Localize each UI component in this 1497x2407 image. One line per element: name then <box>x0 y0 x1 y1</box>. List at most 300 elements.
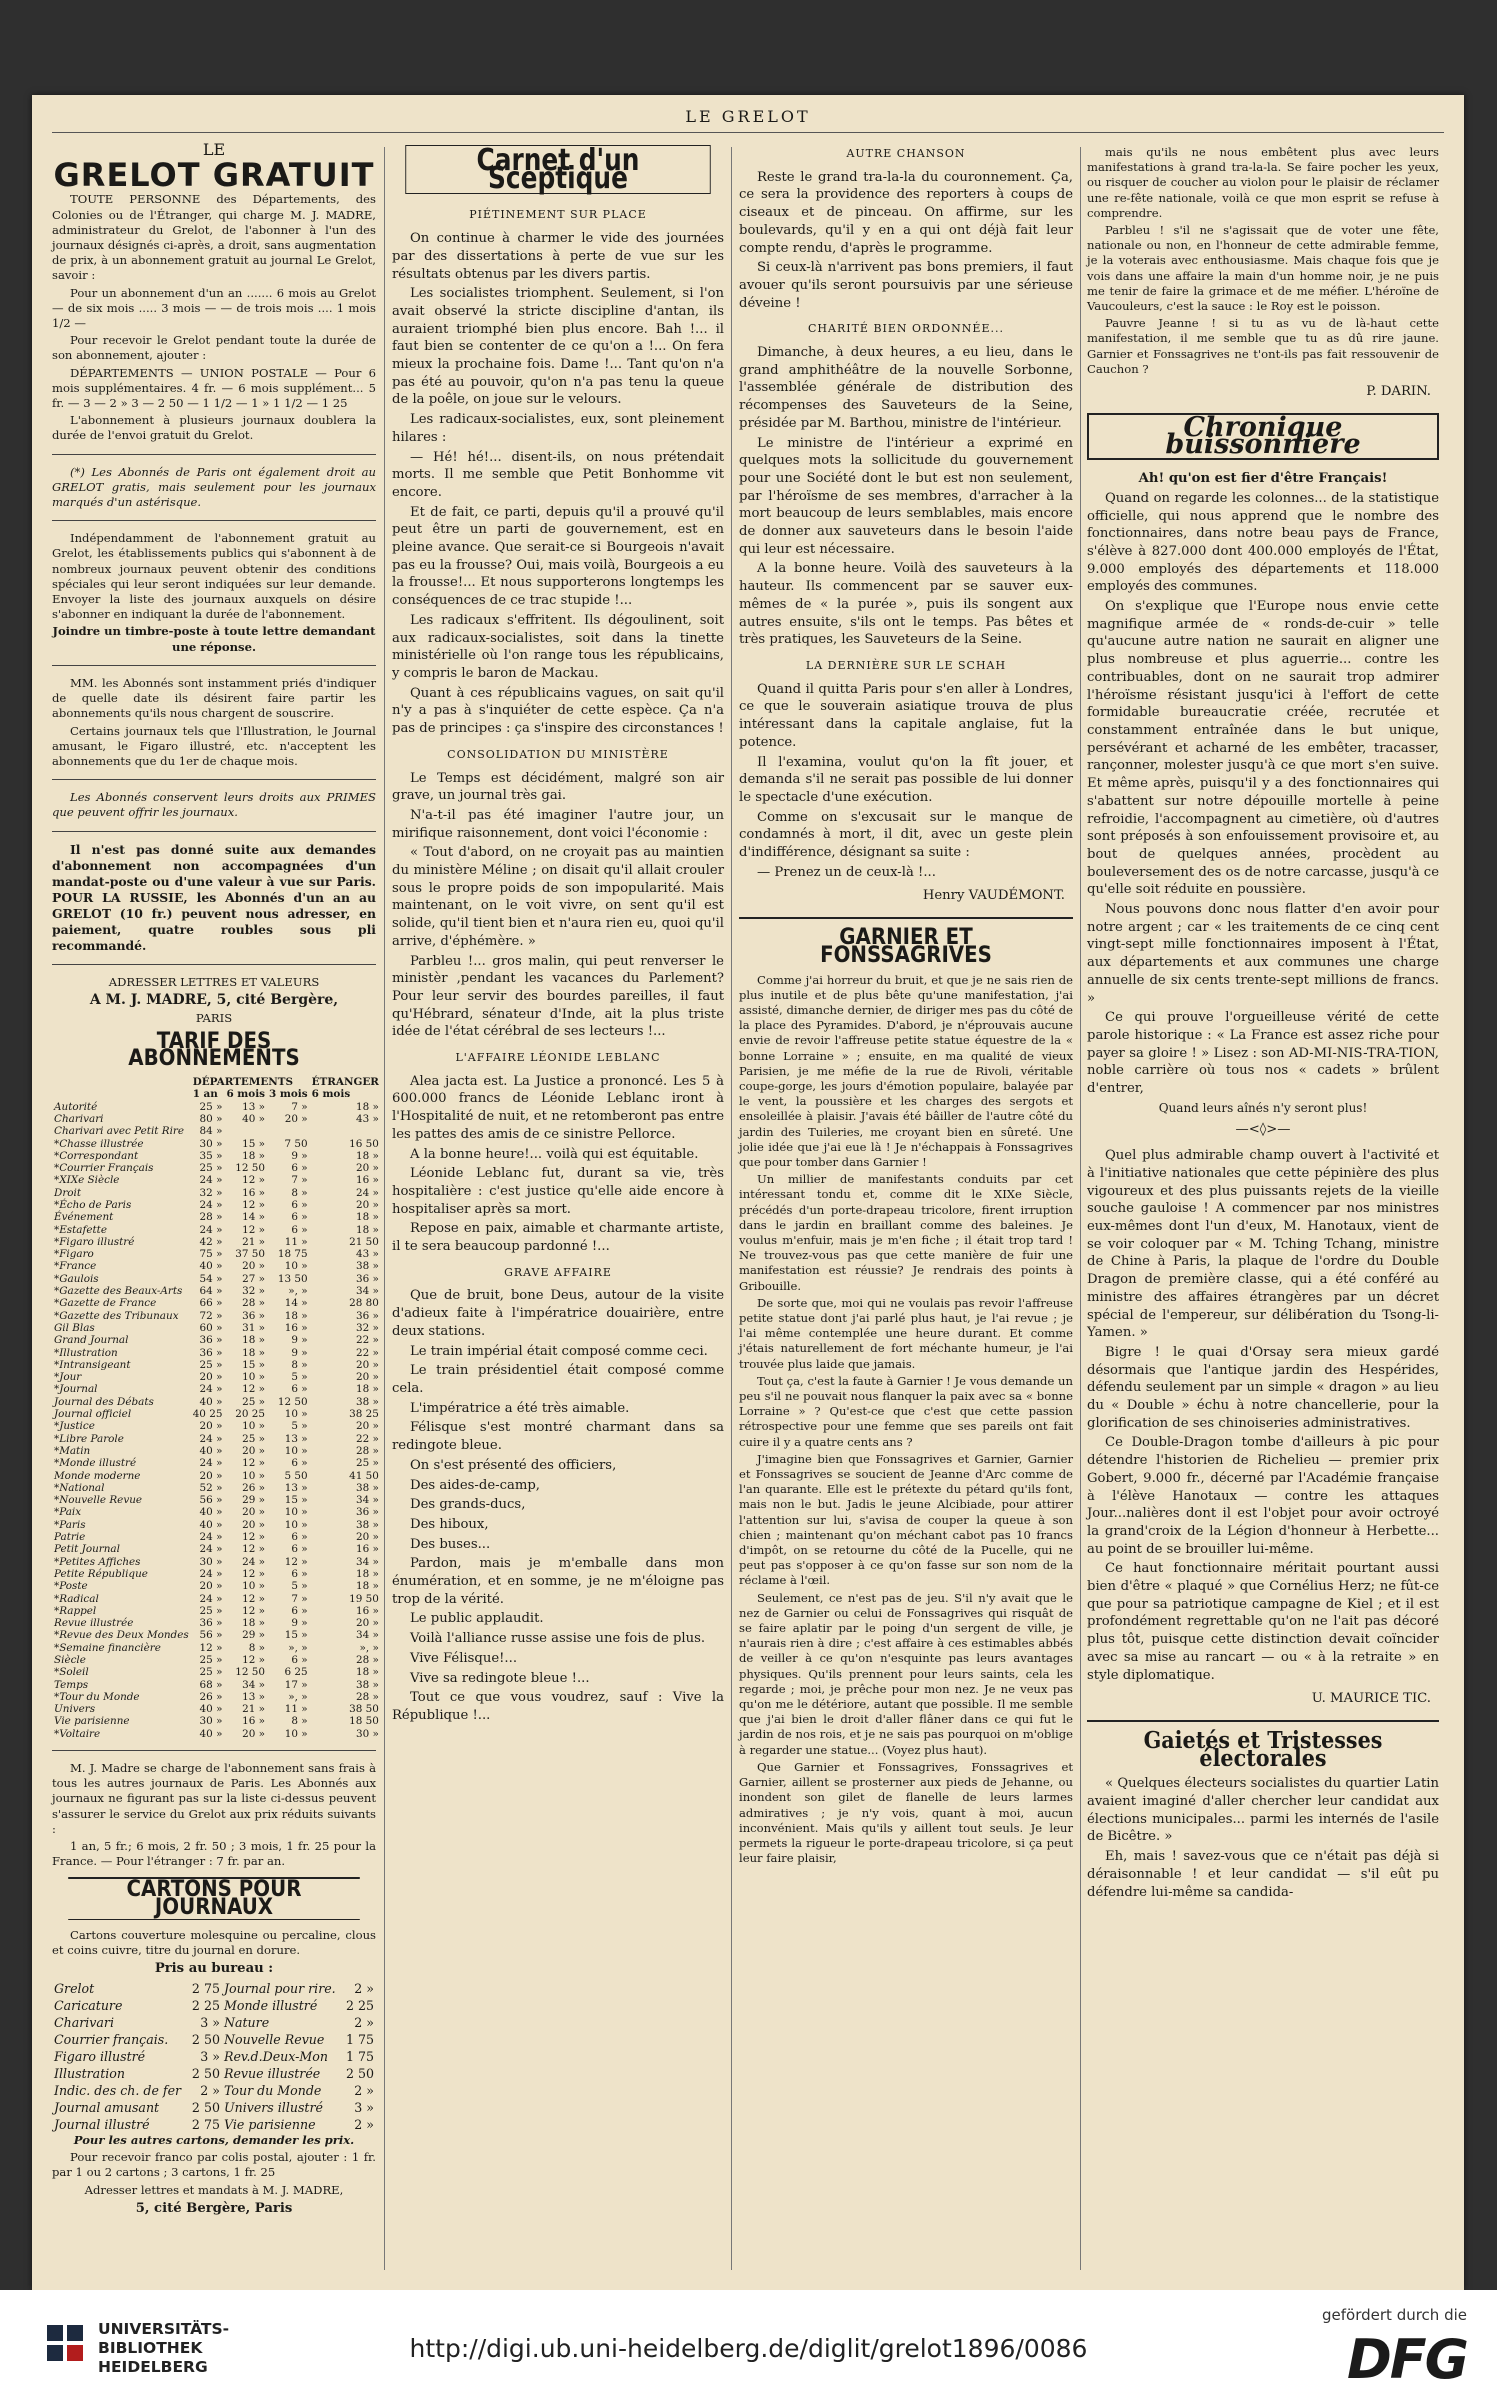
price-cell: 38 » <box>355 1260 379 1273</box>
price-cell: 84 » <box>199 1125 223 1138</box>
cartons-row <box>52 2031 376 2048</box>
price-cell: 18 75 <box>277 1248 308 1261</box>
price-cell: 6 » <box>291 1457 308 1470</box>
price-cell: 7 » <box>291 1592 308 1605</box>
carton-price-cell: 2 75 <box>191 1981 220 1996</box>
section-body <box>739 344 1073 649</box>
price-cell: 40 » <box>199 1727 223 1740</box>
price-cell: 10 » <box>284 1408 308 1421</box>
section-title: CONSOLIDATION DU MINISTÈRE <box>447 747 669 761</box>
paragraph: Quand on regarde les colonnes... de la statistique officielle, qui nous apprend que le nombre des fonctionnaires, dans notre beau pays de France, s'élève à 827.000 dont 400.000 employés de l'État, 9.000 employés des départements et 118.000 employés des communes. <box>1087 490 1439 595</box>
journal-name-cell: Autorité <box>54 1100 98 1113</box>
paragraph: Bigre ! le quai d'Orsay sera mieux gardé désormais que l'antique jardin des Hespérides, défendu seulement par un simple « dragon » au lieu du « Double » échu à notre chancellerie, pour la glorification de ses chinoiseries administratives. <box>1087 1344 1439 1431</box>
list-body <box>392 1457 724 1554</box>
primes-text: Les Abonnés conservent leurs droits aux PRIMES que peuvent offrir les journaux. <box>52 790 376 820</box>
paragraph: J'imagine bien que Fonssagrives et Garnier, Garnier et Fonssagrives se soucient de Jeanne d'Arc comme de l'an quarante. Elle est le prétexte du pétard qu'ils font, mais non le but. Jadis le jeune Alcibiade, pour attirer l'attention sur lui, s'avisa de couper la queue à son chien ; maintenant qu'on méchant cabot pas 10 francs d'impôt, on se retourne du côté de la Pucelle, qui ne peut pas s'opposer à ce qu'on fasse sur son nom de la réclame à l'œil. <box>739 1451 1073 1588</box>
tarif-row <box>52 1138 381 1150</box>
carton-name-cell: Grelot <box>54 1981 95 1996</box>
price-cell: 28 » <box>355 1690 379 1703</box>
journal-name-cell: Petit Journal <box>54 1543 120 1556</box>
cartons-row <box>52 2082 376 2099</box>
price-cell: 24 » <box>199 1457 223 1470</box>
price-cell: 64 » <box>199 1285 223 1298</box>
price-cell: », » <box>288 1285 308 1298</box>
paris-note: (*) Les Abonnés de Paris ont également droit au GRELOT gratis, mais seulement pour les journaux marqués d'un astérisque. <box>52 464 376 510</box>
price-cell: 40 » <box>242 1112 266 1125</box>
price-cell: 18 » <box>284 1309 308 1322</box>
carton-name-cell: Charivari <box>54 2015 114 2030</box>
carton-name-cell: Revue illustrée <box>223 2066 321 2081</box>
tarif-row <box>52 1199 381 1211</box>
tarif-row <box>52 1248 381 1260</box>
price-cell: 28 » <box>355 1653 379 1666</box>
divider <box>739 917 1073 919</box>
price-cell: 37 50 <box>235 1248 266 1261</box>
price-cell: 20 » <box>199 1580 223 1593</box>
journal-name-cell: *Radical <box>54 1592 99 1605</box>
tarif-row <box>52 1174 381 1186</box>
price-cell: 25 » <box>355 1457 379 1470</box>
price-cell: 21 50 <box>349 1235 379 1248</box>
price-cell: 20 » <box>242 1444 266 1457</box>
paragraph: Le Temps est décidément, malgré son air grave, un journal très gai. <box>392 770 724 804</box>
independamment-text: Indépendamment de l'abonnement gratuit au Grelot, les établissements publics qui s'abonnent à de nombreux journaux peuvent obtenir des conditions spéciales qui leur seront indiquées sur leur demande. Envoyer la liste des journaux auxquels on désire s'abonner en indiquant la durée de l'abonnement. <box>52 531 376 622</box>
price-cell: 28 » <box>199 1211 223 1224</box>
carton-price-cell: 2 50 <box>345 2066 374 2081</box>
price-cell: 5 50 <box>284 1469 308 1482</box>
column-rule <box>384 147 385 2270</box>
price-cell: 24 » <box>199 1592 223 1605</box>
price-cell: 22 » <box>355 1346 379 1359</box>
carton-name-cell: Univers illustré <box>223 2100 323 2115</box>
tarif-row <box>52 1420 381 1432</box>
price-cell: 72 » <box>199 1309 223 1322</box>
tarif-row <box>52 1310 381 1322</box>
paragraph: Que de bruit, bone Deus, autour de la visite d'adieux faite à l'impératrice douairière, entre deux stations. <box>392 1288 724 1339</box>
journal-name-cell: *Figaro <box>54 1248 94 1261</box>
price-cell: 12 50 <box>277 1395 308 1408</box>
tarif-row <box>52 1211 381 1223</box>
price-cell: 14 » <box>284 1297 308 1310</box>
price-cell: 15 » <box>284 1494 308 1507</box>
price-cell: », » <box>288 1690 308 1703</box>
carton-name-cell: Nature <box>223 2015 270 2030</box>
signature: Henry VAUDÉMONT. <box>922 888 1065 904</box>
price-cell: 14 » <box>242 1211 266 1224</box>
tarif-row <box>52 1371 381 1383</box>
price-cell: 12 » <box>242 1199 266 1211</box>
price-cell: 36 » <box>355 1506 379 1519</box>
price-cell: 12 » <box>242 1543 266 1556</box>
journal-name-cell: Gil Blas <box>54 1321 95 1334</box>
price-cell: 24 » <box>199 1432 223 1445</box>
price-cell: 18 » <box>242 1149 266 1162</box>
journal-name-cell: *National <box>54 1481 105 1494</box>
price-cell: 36 » <box>199 1346 223 1359</box>
price-cell: 24 » <box>199 1567 223 1580</box>
paragraph: Les socialistes triomphent. Seulement, si l'on avait observé la stricte discipline d'antan, ils auraient triomphé bien plus encore. Bah !... il faut bien se contenter de ce qu'on a !... On fera mieux la prochaine fois. Dame !... Tant qu'on n'a pas été au pouvoir, qu'on n'a pas tenu la queue de la poêle, on joue sur le velours. <box>392 286 724 408</box>
price-cell: 43 » <box>355 1248 379 1261</box>
tarif-row <box>52 1605 381 1617</box>
section-title: LA DERNIÈRE SUR LE SCHAH <box>805 658 1007 672</box>
price-cell: 20 » <box>199 1371 223 1384</box>
tarif-row <box>52 1703 381 1715</box>
price-cell: 32 » <box>355 1321 379 1334</box>
carton-price-cell: 2 75 <box>191 2117 220 2132</box>
paragraph: Les radicaux s'effritent. Ils dégoulinent, soit aux radicaux-socialistes, soit dans la tinette ministérielle où l'on range tous les républicains, y compris le baron de Mackau. <box>392 612 724 681</box>
price-cell: 12 » <box>242 1567 266 1580</box>
gaietes-body <box>1087 1775 1439 1901</box>
journal-name-cell: *Jour <box>54 1371 82 1384</box>
price-cell: 26 » <box>242 1481 266 1494</box>
cartons-title: CARTONS POUR JOURNAUX <box>68 1877 360 1919</box>
paragraph: Alea jacta est. La Justice a prononcé. Les 5 à 600.000 francs de Léonide Leblanc iront à l'Hospitalité de nuit, et ne retomberont pas entre les pattes des amis de ce sinistre Pellorce. <box>392 1073 724 1142</box>
chronique-body-2 <box>1087 1147 1439 1684</box>
tarif-row <box>52 1322 381 1334</box>
tarif-row <box>52 1101 381 1113</box>
paragraph: « Tout d'abord, on ne croyait pas au maintien du ministère Méline ; on disait qu'il allait crouler sous le propre poids de son impopularité. Mais maintenant, on le voit vivre, on sent qu'il est solide, qu'il tient bien et n'aura rien eu, quoi qu'il arrive, d'éphémère. » <box>392 845 724 949</box>
price-cell: 25 » <box>242 1395 266 1408</box>
price-cell: 40 25 <box>192 1408 223 1421</box>
price-cell: 11 » <box>284 1703 308 1716</box>
price-cell: 38 25 <box>349 1408 379 1421</box>
tarif-row <box>52 1334 381 1346</box>
price-cell: 6 » <box>291 1531 308 1544</box>
price-cell: 18 » <box>355 1223 379 1236</box>
cartons-table <box>52 1980 376 2133</box>
running-title: LE GRELOT <box>685 107 811 126</box>
paragraph: Des aides-de-camp, <box>410 1477 540 1493</box>
price-cell: 29 » <box>242 1494 266 1507</box>
franco-text: Pour recevoir franco par colis postal, ajouter : 1 fr. par 1 ou 2 cartons ; 3 cartons, 1 fr. 25 <box>52 2150 376 2180</box>
carton-price-cell: 2 » <box>200 2083 220 2098</box>
price-cell: 12 » <box>242 1383 266 1396</box>
price-cell: 38 » <box>355 1395 379 1408</box>
carnet-title: Carnet d'un Sceptique <box>405 145 710 194</box>
paragraph: Le train impérial était composé comme ceci. <box>410 1343 708 1359</box>
tarif-row <box>52 1224 381 1236</box>
price-cell: 12 » <box>284 1555 308 1568</box>
paragraph: Pardon, mais je m'emballe dans mon énumération, et en somme, je ne m'éloigne pas trop de la vérité. <box>392 1556 724 1607</box>
price-cell: 36 » <box>355 1309 379 1322</box>
price-cell: 10 » <box>284 1506 308 1519</box>
price-cell: 60 » <box>199 1321 223 1334</box>
price-cell: 8 » <box>291 1186 308 1199</box>
library-name-line: BIBLIOTHEK <box>98 2339 203 2357</box>
autres-cartons: Pour les autres cartons, demander les prix. <box>73 2133 355 2147</box>
paragraph: Quel plus admirable champ ouvert à l'activité et à l'initiative nationales que cette pépinière des plus vigoureux et des plus puissants rejets de la vieille souche gauloise ! A commencer par nos ministres eux-mêmes dont l'un d'eux, M. Hanotaux, vient de se voir coloquer par « M. Tching Tchang, ministre de Chine à Paris, la plaque de l'ordre du Double Dragon de première classe, qui a été conféré au ministre des affaires étrangères par un décret spécial de l'empereur, sur délibération du Tsong-li-Yamen. » <box>1087 1148 1439 1341</box>
price-cell: 24 » <box>199 1531 223 1544</box>
price-cell: 34 » <box>355 1285 379 1298</box>
tarif-row <box>52 1715 381 1727</box>
journal-name-cell: *Justice <box>54 1420 95 1433</box>
tarif-row <box>52 1580 381 1592</box>
price-cell: 25 » <box>199 1100 223 1113</box>
price-cell: 10 » <box>284 1444 308 1457</box>
journal-name-cell: Petite République <box>54 1567 148 1580</box>
cartons-row <box>52 2014 376 2031</box>
price-cell: 68 » <box>199 1678 223 1691</box>
price-cell: 9 » <box>291 1334 308 1347</box>
price-cell: 40 » <box>199 1395 223 1408</box>
price-cell: 6 25 <box>284 1666 308 1679</box>
price-cell: 5 » <box>291 1420 308 1433</box>
tarif-row <box>52 1506 381 1518</box>
paragraph: Ce qui prouve l'orgueilleuse vérité de cette parole historique : « La France est assez riche pour payer sa gloire ! » Lisez : son AD-MI-NIS-TRA-TION, noble carrière où tous nos « cadets » brûlent d'entrer, <box>1087 1010 1439 1097</box>
paragraph: De sorte que, moi qui ne voulais pas revoir l'affreuse petite statue dont j'ai parlé plus haut, je l'ai revue ; je l'ai même contemplée une heure durant. Et comme j'étais naturellement de fort méchante humeur, je l'ai trouvée plus laide que jamais. <box>739 1295 1073 1371</box>
journal-name-cell: *Rappel <box>54 1604 97 1617</box>
tarif-row <box>52 1593 381 1605</box>
price-cell: 36 » <box>242 1309 266 1322</box>
price-cell: 38 » <box>355 1481 379 1494</box>
carton-price-cell: 3 » <box>354 2100 374 2115</box>
price-cell: 18 » <box>242 1617 266 1630</box>
price-cell: 9 » <box>291 1617 308 1630</box>
tarif-row <box>52 1285 381 1297</box>
price-cell: 12 » <box>242 1592 266 1605</box>
price-cell: 8 » <box>291 1715 308 1728</box>
price-cell: 34 » <box>355 1494 379 1507</box>
price-cell: 7 » <box>291 1100 308 1113</box>
price-cell: 30 » <box>355 1727 379 1740</box>
paragraph: Ce haut fonctionnaire méritait pourtant aussi bien d'être « plaqué » que Cornélius Herz; ne fût-ce que pour sa patriotique campagne de Kiel ; et il est profondément regrettable qu'on ne l'ait pas décoré plus tôt, puisque cette distinction devait coïncider avec sa mise au rancart — ou « à la retraite » en style diplomatique. <box>1087 1561 1439 1683</box>
paragraph: Comme on s'excusait sur le manque de condamnés à mort, il dit, avec un geste plein d'indifférence, désignant sa suite : <box>739 809 1073 861</box>
tarif-row <box>52 1383 381 1395</box>
tarif-row <box>52 1187 381 1199</box>
price-cell: 18 » <box>355 1580 379 1593</box>
price-cell: 25 » <box>199 1666 223 1679</box>
price-cell: 16 50 <box>349 1137 379 1150</box>
journal-name-cell: *Intransigeant <box>54 1358 131 1371</box>
journal-name-cell: *Gazette de France <box>54 1297 157 1310</box>
price-cell: 80 » <box>199 1112 223 1125</box>
price-cell: 42 » <box>199 1235 223 1248</box>
price-cell: 28 » <box>242 1297 266 1310</box>
cartons-row <box>52 2065 376 2082</box>
price-cell: 13 » <box>284 1481 308 1494</box>
paragraph: Tout ça, c'est la faute à Garnier ! Je vous demande un peu s'il ne pouvait nous flanquer la paix avec sa « bonne Lorraine » ? Qu'est-ce que c'est que cette passion rétrospective pour une femme que ses pareils ont fait cuire il y a quatre cents ans ? <box>739 1373 1073 1449</box>
section-body <box>739 169 1073 313</box>
tarif-row <box>52 1347 381 1359</box>
carton-price-cell: 3 » <box>200 2049 220 2064</box>
price-cell <box>267 1125 310 1137</box>
price-cell: 29 » <box>242 1629 266 1642</box>
journal-name-cell: *Paris <box>54 1518 86 1531</box>
dept-union-text: DÉPARTEMENTS — UNION POSTALE — Pour 6 mois supplémentaires. 4 fr. — 6 mois supplément... 5 fr. — 3 — 2 » 3 — 2 50 — 1 1/2 — 1 » 1 1/2 — 1 25 <box>52 365 376 411</box>
journal-name-cell: *Revue des Deux Mondes <box>54 1629 189 1642</box>
paragraph: Un millier de manifestants conduits par cet intéressant tondu et, comme dit le XIXe Siècle, précédés d'un porte-drapeau tricolore, firent irruption dans le jardin en braillant comme des baleines. Je voulus m'enfuir, mais je m'en fiche ; il était trop tard ! Ne trouvez-vous pas que cette manière de fuir une manifestation est réussie? Je rendrais des points à Gribouille. <box>739 1172 1073 1293</box>
price-cell: 20 » <box>284 1112 308 1125</box>
paragraph: Il l'examina, voulut qu'on la fît jouer, et demanda s'il ne serait pas possible de lui donner le spectacle d'une exécution. <box>739 754 1073 805</box>
carton-name-cell: Vie parisienne <box>223 2117 316 2132</box>
price-cell: 38 » <box>355 1518 379 1531</box>
column-grelot-gratuit <box>52 140 379 2275</box>
tarif-row <box>52 1642 381 1654</box>
journal-name-cell: *Illustration <box>54 1346 118 1359</box>
price-cell: 12 50 <box>235 1162 266 1175</box>
paragraph: Le public applaudit. <box>410 1611 544 1627</box>
price-cell: 24 » <box>199 1543 223 1556</box>
journal-name-cell: *Correspondant <box>54 1149 139 1162</box>
certains-text: Certains journaux tels que l'Illustration, le Journal amusant, le Figaro illustré, etc. n'acceptent les abonnements que du 1er de chaque mois. <box>52 723 376 768</box>
adresser-label: ADRESSER LETTRES ET VALEURS <box>108 974 320 989</box>
cartons-row <box>52 2048 376 2065</box>
paragraph: Repose en paix, aimable et charmante artiste, il te sera beaucoup pardonné !... <box>392 1221 724 1255</box>
le-label: LE <box>202 140 226 159</box>
paragraph: Que Garnier et Fonssagrives, Fonssagrives et Garnier, aillent se prosterner aux pieds de Jehanne, ou inondent son gilet de flanelle de leurs larmes admiratives ; je n'y vois, quant à moi, aucun inconvénient. Mais qu'ils y aillent tout seuls. Je leur permets la rigueur le porte-drapeau tricolore, si ça peut leur faire plaisir, <box>739 1759 1073 1866</box>
journal-name-cell: *XIXe Siècle <box>54 1174 120 1187</box>
tarif-row <box>52 1125 381 1137</box>
tarif-row <box>52 1482 381 1494</box>
tarif-row <box>52 1666 381 1678</box>
price-cell: 18 » <box>355 1666 379 1679</box>
price-cell: 40 » <box>199 1703 223 1716</box>
journal-name-cell: *Tour du Monde <box>54 1690 140 1703</box>
journal-name-cell: Journal des Débats <box>54 1395 154 1408</box>
price-cell: 38 50 <box>349 1703 379 1716</box>
section-body <box>392 1287 724 1454</box>
carton-price-cell: 1 75 <box>345 2049 374 2064</box>
paragraph: Félisque s'est montré charmant dans sa redingote bleue. <box>392 1420 724 1454</box>
carton-name-cell: Nouvelle Revue <box>223 2032 325 2047</box>
paragraph: Ce Double-Dragon tombe d'ailleurs à pic pour détendre l'historien de Richelieu — premier prix Gobert, 9.000 fr., décerné par l'Académie française à l'élève Hanotaux — contre les attaques Jour...nalières dont il est l'objet pour avoir octroyé la grand'croix de la Légion d'honneur à Herbette... au point de se brouiller lui-même. <box>1087 1435 1439 1557</box>
tarif-row <box>52 1629 381 1641</box>
price-cell: 12 » <box>242 1457 266 1470</box>
prix-reduits: 1 an, 5 fr.; 6 mois, 2 fr. 50 ; 3 mois, 1 fr. 25 pour la France. — Pour l'étranger : 7 fr. par an. <box>52 1839 376 1869</box>
tarif-head-row <box>52 1076 381 1088</box>
journal-name-cell: Patrie <box>54 1531 86 1544</box>
dfg-logo: DFG <box>1346 2328 1467 2391</box>
price-cell: 22 » <box>355 1432 379 1445</box>
tarif-row <box>52 1556 381 1568</box>
price-cell: 12 » <box>242 1604 266 1617</box>
signature: P. DARIN. <box>1366 384 1431 400</box>
tarif-row <box>52 1691 381 1703</box>
column-chronique <box>1087 145 1439 2275</box>
price-cell: 30 » <box>199 1715 223 1728</box>
journal-name-cell: Monde moderne <box>54 1469 141 1482</box>
carton-name-cell: Illustration <box>54 2066 125 2081</box>
carton-price-cell: 2 » <box>354 2083 374 2098</box>
journal-name-cell: Revue illustrée <box>54 1617 134 1630</box>
timbre-text: Joindre un timbre-poste à toute lettre demandant une réponse. <box>52 624 376 654</box>
price-cell: 24 » <box>355 1186 379 1199</box>
tarif-row <box>52 1433 381 1445</box>
source-url[interactable]: http://digi.ub.uni-heidelberg.de/diglit/grelot1896/0086 <box>409 2334 1088 2363</box>
gaietes-title: Gaietés et Tristesses électorales <box>1143 1726 1383 1772</box>
price-cell: 25 » <box>199 1358 223 1371</box>
journal-name-cell: Univers <box>54 1703 96 1716</box>
divider <box>52 454 376 455</box>
durations-text: Pour un abonnement d'un an ....... 6 mois au Grelot — de six mois ..... 3 mois — — de trois mois .... 1 mois 1/2 — <box>52 285 376 331</box>
journal-name-cell: *Estafette <box>54 1223 107 1236</box>
journal-name-cell: *France <box>54 1260 97 1273</box>
tarif-sub-cell <box>52 1088 191 1100</box>
journal-name-cell: *Petites Affiches <box>54 1555 141 1568</box>
paragraph: Voilà l'alliance russe assise une fois de plus. <box>410 1631 706 1647</box>
chronique-subtitle: Ah! qu'on est fier d'être Français! <box>1138 471 1388 487</box>
price-cell <box>310 1125 381 1137</box>
carton-price-cell: 2 » <box>354 1981 374 1996</box>
price-cell: 36 » <box>199 1617 223 1630</box>
journal-name-cell: *Gazette des Beaux-Arts <box>54 1285 183 1298</box>
price-cell: 40 » <box>199 1260 223 1273</box>
tarif-row <box>52 1150 381 1162</box>
cartons-desc: Cartons couverture molesquine ou percaline, clous et coins cuivre, titre du journal en dorure. <box>52 1927 376 1958</box>
carton-name-cell: Journal illustré <box>54 2117 150 2132</box>
garnier-body <box>739 973 1073 1867</box>
paragraph: Reste le grand tra-la-la du couronnement. Ça, ce sera la providence des reporters à coups de ciseaux et de pinceau. On affirme, sur les boulevards, qu'il y en a qui ont déjà fait leur compte rendu, d'après le programme. <box>739 169 1073 256</box>
price-cell: 30 » <box>199 1137 223 1150</box>
tarif-row <box>52 1297 381 1309</box>
section-title: GRAVE AFFAIRE <box>504 1265 612 1279</box>
price-cell: 8 » <box>291 1358 308 1371</box>
adresser2-text: Adresser lettres et mandats à M. J. MADRE, <box>84 2182 344 2197</box>
tarif-row <box>52 1679 381 1691</box>
journal-name-cell: Événement <box>54 1211 114 1224</box>
price-cell: 16 » <box>355 1604 379 1617</box>
price-cell: 10 » <box>242 1420 266 1433</box>
price-cell: 18 » <box>355 1567 379 1580</box>
price-cell: 16 » <box>355 1543 379 1556</box>
price-cell: 6 » <box>291 1223 308 1236</box>
price-cell: 15 » <box>242 1137 266 1150</box>
price-cell: 10 » <box>284 1518 308 1531</box>
paragraph: L'impératrice a été très aimable. <box>410 1400 630 1416</box>
paragraph: Des buses... <box>410 1536 491 1552</box>
price-cell: 10 » <box>242 1580 266 1593</box>
journal-name-cell: *Paix <box>54 1506 82 1519</box>
tarif-sub-cell: 3 mois <box>269 1088 308 1101</box>
section-body <box>392 1073 724 1256</box>
tarif-row <box>52 1470 381 1482</box>
price-cell: 15 » <box>284 1629 308 1642</box>
paragraph: Comme j'ai horreur du bruit, et que je ne sais rien de plus inutile et de plus bête qu'une manifestation, j'ai assisté, dimanche dernier, de diriger mes pas du côté de la place des Pyramides. D'abord, je n'éprouvais aucune envie de revoir l'affreuse petite statue équestre de la « bonne Lorraine » ; ensuite, en ma qualité de vieux Parisien, je me méfie de la rue de Rivoli, véritable coupe-gorge, les jours d'émotion populaire, balayée par le vent, la poussière et les charges des sergots et ensoleillée à plaisir. J'avais été bâiller de l'autre côté du jardin des Tuileries, me croyant bien en sûreté. Une jolie idée que j'ai eue là ! Je n'échappais à Fonssagrives que pour tomber dans Garnier ! <box>739 972 1073 1169</box>
price-cell: 21 » <box>242 1703 266 1716</box>
price-cell: 7 » <box>291 1174 308 1187</box>
price-cell: 10 » <box>284 1260 308 1273</box>
price-cell: 20 » <box>355 1371 379 1384</box>
paragraph: Léonide Leblanc fut, durant sa vie, très hospitalière : c'est justice qu'elle aide encore à hospitaliser après sa mort. <box>392 1166 724 1217</box>
price-cell: 56 » <box>199 1629 223 1642</box>
carton-price-cell: 1 75 <box>345 2032 374 2047</box>
price-cell: 26 » <box>199 1690 223 1703</box>
journal-name-cell: Charivari <box>54 1112 104 1125</box>
section-body <box>392 230 724 738</box>
tarif-row <box>52 1273 381 1285</box>
tarif-title: TARIF DES ABONNEMENTS <box>128 1028 300 1072</box>
price-cell: 52 » <box>199 1481 223 1494</box>
carton-price-cell: 2 25 <box>345 1998 374 2013</box>
tarif-row <box>52 1236 381 1248</box>
top-text-3: Pauvre Jeanne ! si tu as vu de là-haut cette manifestation, il me semble que tu as dû rire jaune. Garnier et Fonssagrives ne t'ont-ils pas fait ressouvenir de Cauchon ? <box>1087 316 1439 376</box>
price-cell: », » <box>288 1641 308 1654</box>
cartons-row <box>52 1980 376 1997</box>
journal-name-cell: *Courrier Français <box>54 1162 154 1175</box>
tarif-sub-cell: 6 mois <box>226 1088 266 1101</box>
price-cell: 12 » <box>242 1223 266 1236</box>
price-cell: 19 50 <box>349 1592 379 1605</box>
journal-name-cell: *Nouvelle Revue <box>54 1494 143 1507</box>
divider <box>52 1750 376 1751</box>
carton-name-cell: Indic. des ch. de fer <box>54 2083 182 2098</box>
journal-name-cell: *Gaulois <box>54 1272 99 1285</box>
price-cell: 28 80 <box>349 1297 379 1310</box>
price-cell: 18 » <box>242 1346 266 1359</box>
journal-name-cell: *Matin <box>54 1444 91 1457</box>
paragraph: Dimanche, à deux heures, a eu lieu, dans le grand amphithéâtre de la nouvelle Sorbonne, l'assemblée générale de distribution des récompenses des Sauveteurs de la Seine, présidée par M. Barthou, ministre de l'intérieur. <box>739 345 1073 431</box>
price-cell: 66 » <box>199 1297 223 1310</box>
